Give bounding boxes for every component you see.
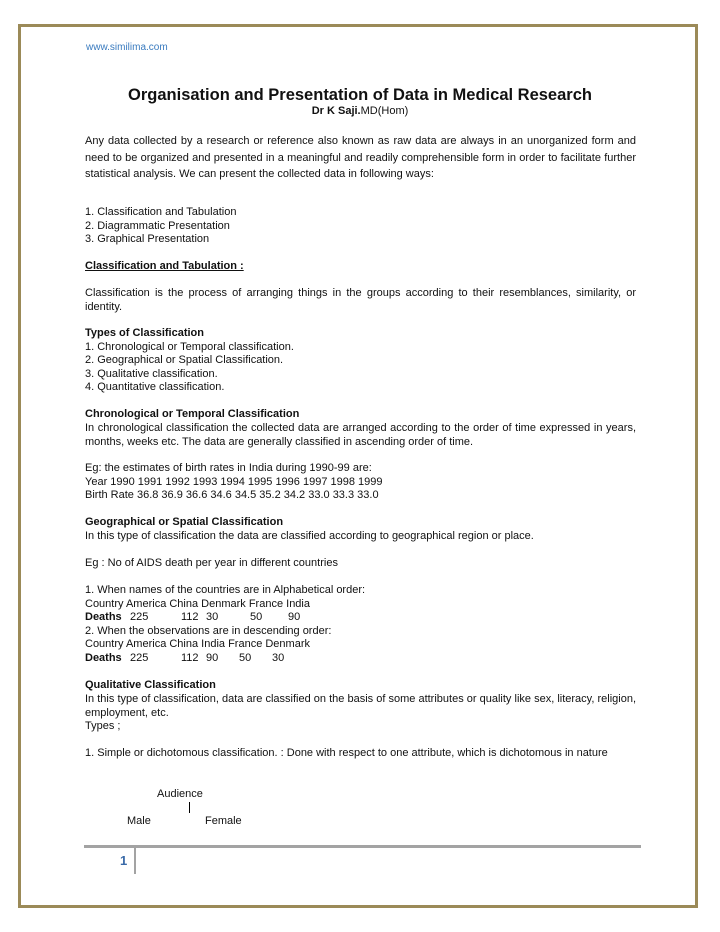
example-intro: Eg: the estimates of birth rates in India during 1990-99 are:: [85, 462, 372, 474]
alpha-countries-row: Country America China Denmark France India: [85, 597, 310, 610]
author-name: Dr K Saji.: [311, 105, 361, 117]
year-row: Year 1990 1991 1992 1993 1994 1995 1996 1997 1998 1999: [85, 475, 383, 488]
deaths-value: 225: [130, 651, 149, 664]
alpha-title: 1. When names of the countries are in Alphabetical order:: [85, 584, 366, 596]
chrono-heading: Chronological or Temporal Classification: [85, 408, 300, 420]
desc-countries-row: Country America China India France Denmark: [85, 638, 310, 650]
geo-heading: Geographical or Spatial Classification: [85, 516, 284, 528]
list-item: 2. Geographical or Spatial Classification.: [85, 354, 284, 366]
desc-title: 2. When the observations are in descending order:: [85, 624, 332, 637]
deaths-value: 112: [181, 651, 199, 664]
intro-paragraph: Any data collected by a research or reference also known as raw data are always in an unorganized form and need to be organized and presented in a meaningful and readily comprehensible form in order to facilitate further statistical analysis. We can present the collected data in following ways:: [85, 135, 636, 180]
section-heading-classification: Classification and Tabulation :: [85, 260, 244, 272]
simple-classification: 1. Simple or dichotomous classification. : Done with respect to one attribute, which is dichotomous in nature: [85, 747, 608, 759]
qual-text: In this type of classification, data are classified on the basis of some attributes or quality like sex, literacy, religion, employment, etc.: [85, 693, 636, 719]
site-url[interactable]: www.similima.com: [86, 42, 168, 53]
birth-rate-row: Birth Rate 36.8 36.9 36.6 34.6 34.5 35.2 34.2 33.0 33.3 33.0: [85, 489, 379, 501]
list-item: 3. Graphical Presentation: [85, 233, 210, 245]
desc-deaths-row: [85, 652, 365, 666]
list-item: 1. Classification and Tabulation: [85, 206, 237, 218]
tree-connector: [189, 802, 190, 813]
footer-rule: [84, 845, 641, 848]
footer-divider: [134, 848, 136, 874]
deaths-value: 90: [288, 611, 301, 623]
qual-types-label: Types ;: [85, 720, 121, 732]
deaths-value: 50: [239, 651, 252, 664]
tree-right: Female: [205, 815, 242, 827]
chrono-text: In chronological classification the collected data are arranged according to the order of time expressed in years, months, weeks etc. The data are generally classified in ascending order of time.: [85, 422, 636, 448]
document-title: Organisation and Presentation of Data in Medical Research: [128, 86, 592, 104]
geo-text: In this type of classification the data are classified according to geographical region or place.: [85, 530, 534, 542]
deaths-value: 30: [272, 651, 285, 664]
geo-alpha-block: [85, 584, 365, 665]
classification-definition: Classification is the process of arranging things in the groups according to their resemblances, similarity, or identity.: [85, 287, 636, 313]
tree-root: Audience: [157, 788, 203, 800]
deaths-value: 225: [130, 611, 149, 623]
deaths-value: 30: [206, 611, 219, 623]
author-line: [0, 105, 720, 117]
deaths-value: 50: [250, 611, 263, 623]
tree-left: Male: [127, 815, 151, 827]
deaths-label: Deaths: [85, 651, 122, 664]
deaths-value: 112: [181, 611, 199, 623]
list-item: 1. Chronological or Temporal classification.: [85, 340, 294, 353]
list-item: 2. Diagrammatic Presentation: [85, 219, 230, 232]
page-number: 1: [120, 853, 128, 868]
deaths-label: Deaths: [85, 611, 122, 623]
list-item: 3. Qualitative classification.: [85, 367, 218, 380]
deaths-value: 90: [206, 651, 219, 664]
alpha-deaths-row: [85, 611, 365, 625]
ways-list: [85, 206, 236, 247]
types-heading: Types of Classification: [85, 327, 204, 339]
geo-example: Eg : No of AIDS death per year in different countries: [85, 557, 338, 569]
author-degree: MD(Hom): [360, 105, 409, 117]
types-block: [85, 327, 294, 395]
chrono-example: [85, 462, 383, 503]
list-item: 4. Quantitative classification.: [85, 381, 225, 393]
qual-heading: Qualitative Classification: [85, 679, 216, 691]
